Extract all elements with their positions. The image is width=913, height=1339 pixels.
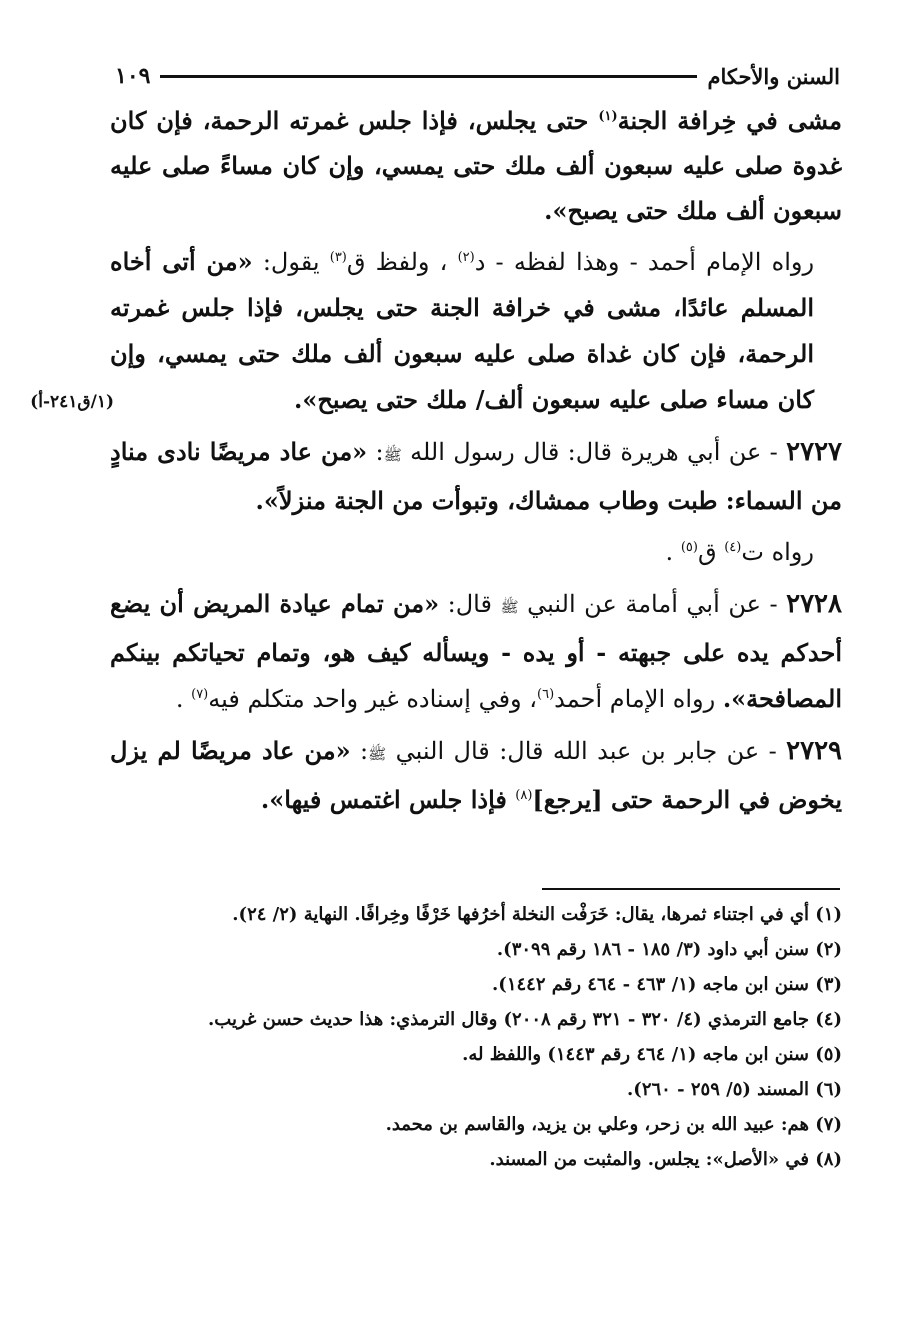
footnote-ref: (٢)	[457, 250, 475, 265]
honorific-glyph: ﷺ	[500, 598, 519, 616]
page-number: ١٠٩	[115, 63, 151, 89]
footnote: (٣) سنن ابن ماجه (١/ ٤٦٣ - ٤٦٤ رقم ١٤٤٢).	[492, 974, 842, 995]
text-segment: رواه الإمام أحمد - وهذا لفظه - د	[474, 248, 815, 276]
text-segment: حتى يجلس، فإذا جلس غمرته الرحمة، فإن كان غدوة صلى عليه سبعون ألف ملك حتى يمسي، وإن كان مساءً صلى عليه سبعون ألف ملك حتى يصبح».	[110, 106, 842, 225]
running-header	[115, 58, 840, 94]
text-segment: .	[175, 685, 192, 713]
footnote-ref: (٧)	[191, 687, 209, 702]
footnote: (٦) المسند (٥/ ٢٥٩ - ٢٦٠).	[627, 1079, 842, 1100]
footnote-ref: (٨)	[515, 788, 533, 803]
footnote: (٤) جامع الترمذي (٤/ ٣٢٠ - ٣٢١ رقم ٢٠٠٨) وقال الترمذي: هذا حديث حسن غريب.	[208, 1009, 842, 1030]
text-segment: :	[350, 737, 369, 765]
text-segment: ، وفي إسناده غير واحد متكلم فيه	[208, 685, 538, 713]
footnote-ref: (٣)	[329, 250, 347, 265]
footnote-separator	[542, 888, 840, 890]
hadith-quote: فإذا جلس اغتمس فيها».	[260, 785, 516, 814]
main-text	[110, 98, 842, 829]
hadith-quote: «من تمام عيادة المريض أن يضع أحدكم يده على جبهته - أو يده - ويسأله كيف هو، وتمام تحياتكم بينكم المصافحة».	[110, 589, 842, 713]
footnote: (٧) هم: عبيد الله بن زحر، وعلي بن يزيد، والقاسم بن محمد.	[385, 1114, 842, 1135]
text-segment: يقول:	[252, 248, 330, 276]
footnote-ref: (٤)	[724, 540, 742, 555]
hadith-number: ٢٧٢٧	[786, 437, 842, 467]
text-segment: ق	[697, 538, 725, 566]
hadith-quote: «من أتى أخاه المسلم عائدًا، مشى في خرافة الجنة حتى يجلس، فإذا جلس غمرته الرحمة، فإن كان غداة صلى عليه سبعون ألف ملك حتى يمسي، وإن كان مساء صلى عليه سبعون ألف/ ملك حتى يصبح».	[110, 247, 814, 414]
header-title: السنن والأحكام	[707, 63, 840, 89]
hadith-quote: «من عاد مريضًا لم يزل يخوض في الرحمة حتى [يرجع]	[110, 736, 842, 814]
footnote-ref: (٦)	[537, 687, 555, 702]
text-segment: رواه الإمام أحمد	[554, 685, 723, 713]
text-segment: ، ولفظ ق	[346, 248, 458, 276]
header-rule	[160, 75, 697, 78]
hadith-2728	[110, 581, 842, 722]
hadith-2729	[110, 728, 842, 823]
honorific-glyph: ﷺ	[383, 446, 402, 464]
text-segment: - عن أبي هريرة قال: قال رسول الله	[401, 438, 787, 466]
footnote: (٥) سنن ابن ماجه (١/ ٤٦٤ رقم ١٤٤٣) واللفظ له.	[462, 1044, 842, 1065]
text-segment: قال:	[439, 590, 501, 618]
honorific-glyph: ﷺ	[368, 745, 387, 763]
text-segment: مشى في خِرافة الجنة	[617, 106, 842, 135]
footnote: (١) أي في اجتناء ثمرها، يقال: خَرَفْت النخلة أخرُفها خَرْفًا وخِرافًا. النهاية (٢/ ٢٤).	[232, 904, 842, 925]
manuscript-folio-note: (١/ق٢٤١-أ)	[30, 392, 114, 412]
text-segment: رواه ت	[741, 538, 814, 566]
footnote-ref: (١)	[598, 109, 618, 124]
text-segment: :	[367, 438, 384, 466]
text-segment: - عن أبي أمامة عن النبي	[518, 590, 787, 618]
paragraph-narration	[110, 239, 842, 423]
footnotes	[100, 897, 842, 1177]
hadith-number: ٢٧٢٨	[786, 589, 842, 619]
hadith-number: ٢٧٢٩	[786, 736, 842, 766]
paragraph-continuation	[110, 98, 842, 233]
narration-2727	[110, 530, 842, 575]
text-segment: - عن جابر بن عبد الله قال: قال النبي	[386, 737, 787, 765]
hadith-2727	[110, 429, 842, 524]
footnote: (٢) سنن أبي داود (٣/ ١٨٥ - ١٨٦ رقم ٣٠٩٩).	[496, 939, 842, 960]
text-segment: .	[665, 538, 681, 566]
footnote: (٨) في «الأصل»: يجلس. والمثبت من المسند.	[489, 1149, 842, 1170]
footnote-ref: (٥)	[680, 540, 698, 555]
hadith-quote: «من عاد مريضًا نادى منادٍ من السماء: طبت وطاب ممشاك، وتبوأت من الجنة منزلاً».	[110, 437, 842, 515]
